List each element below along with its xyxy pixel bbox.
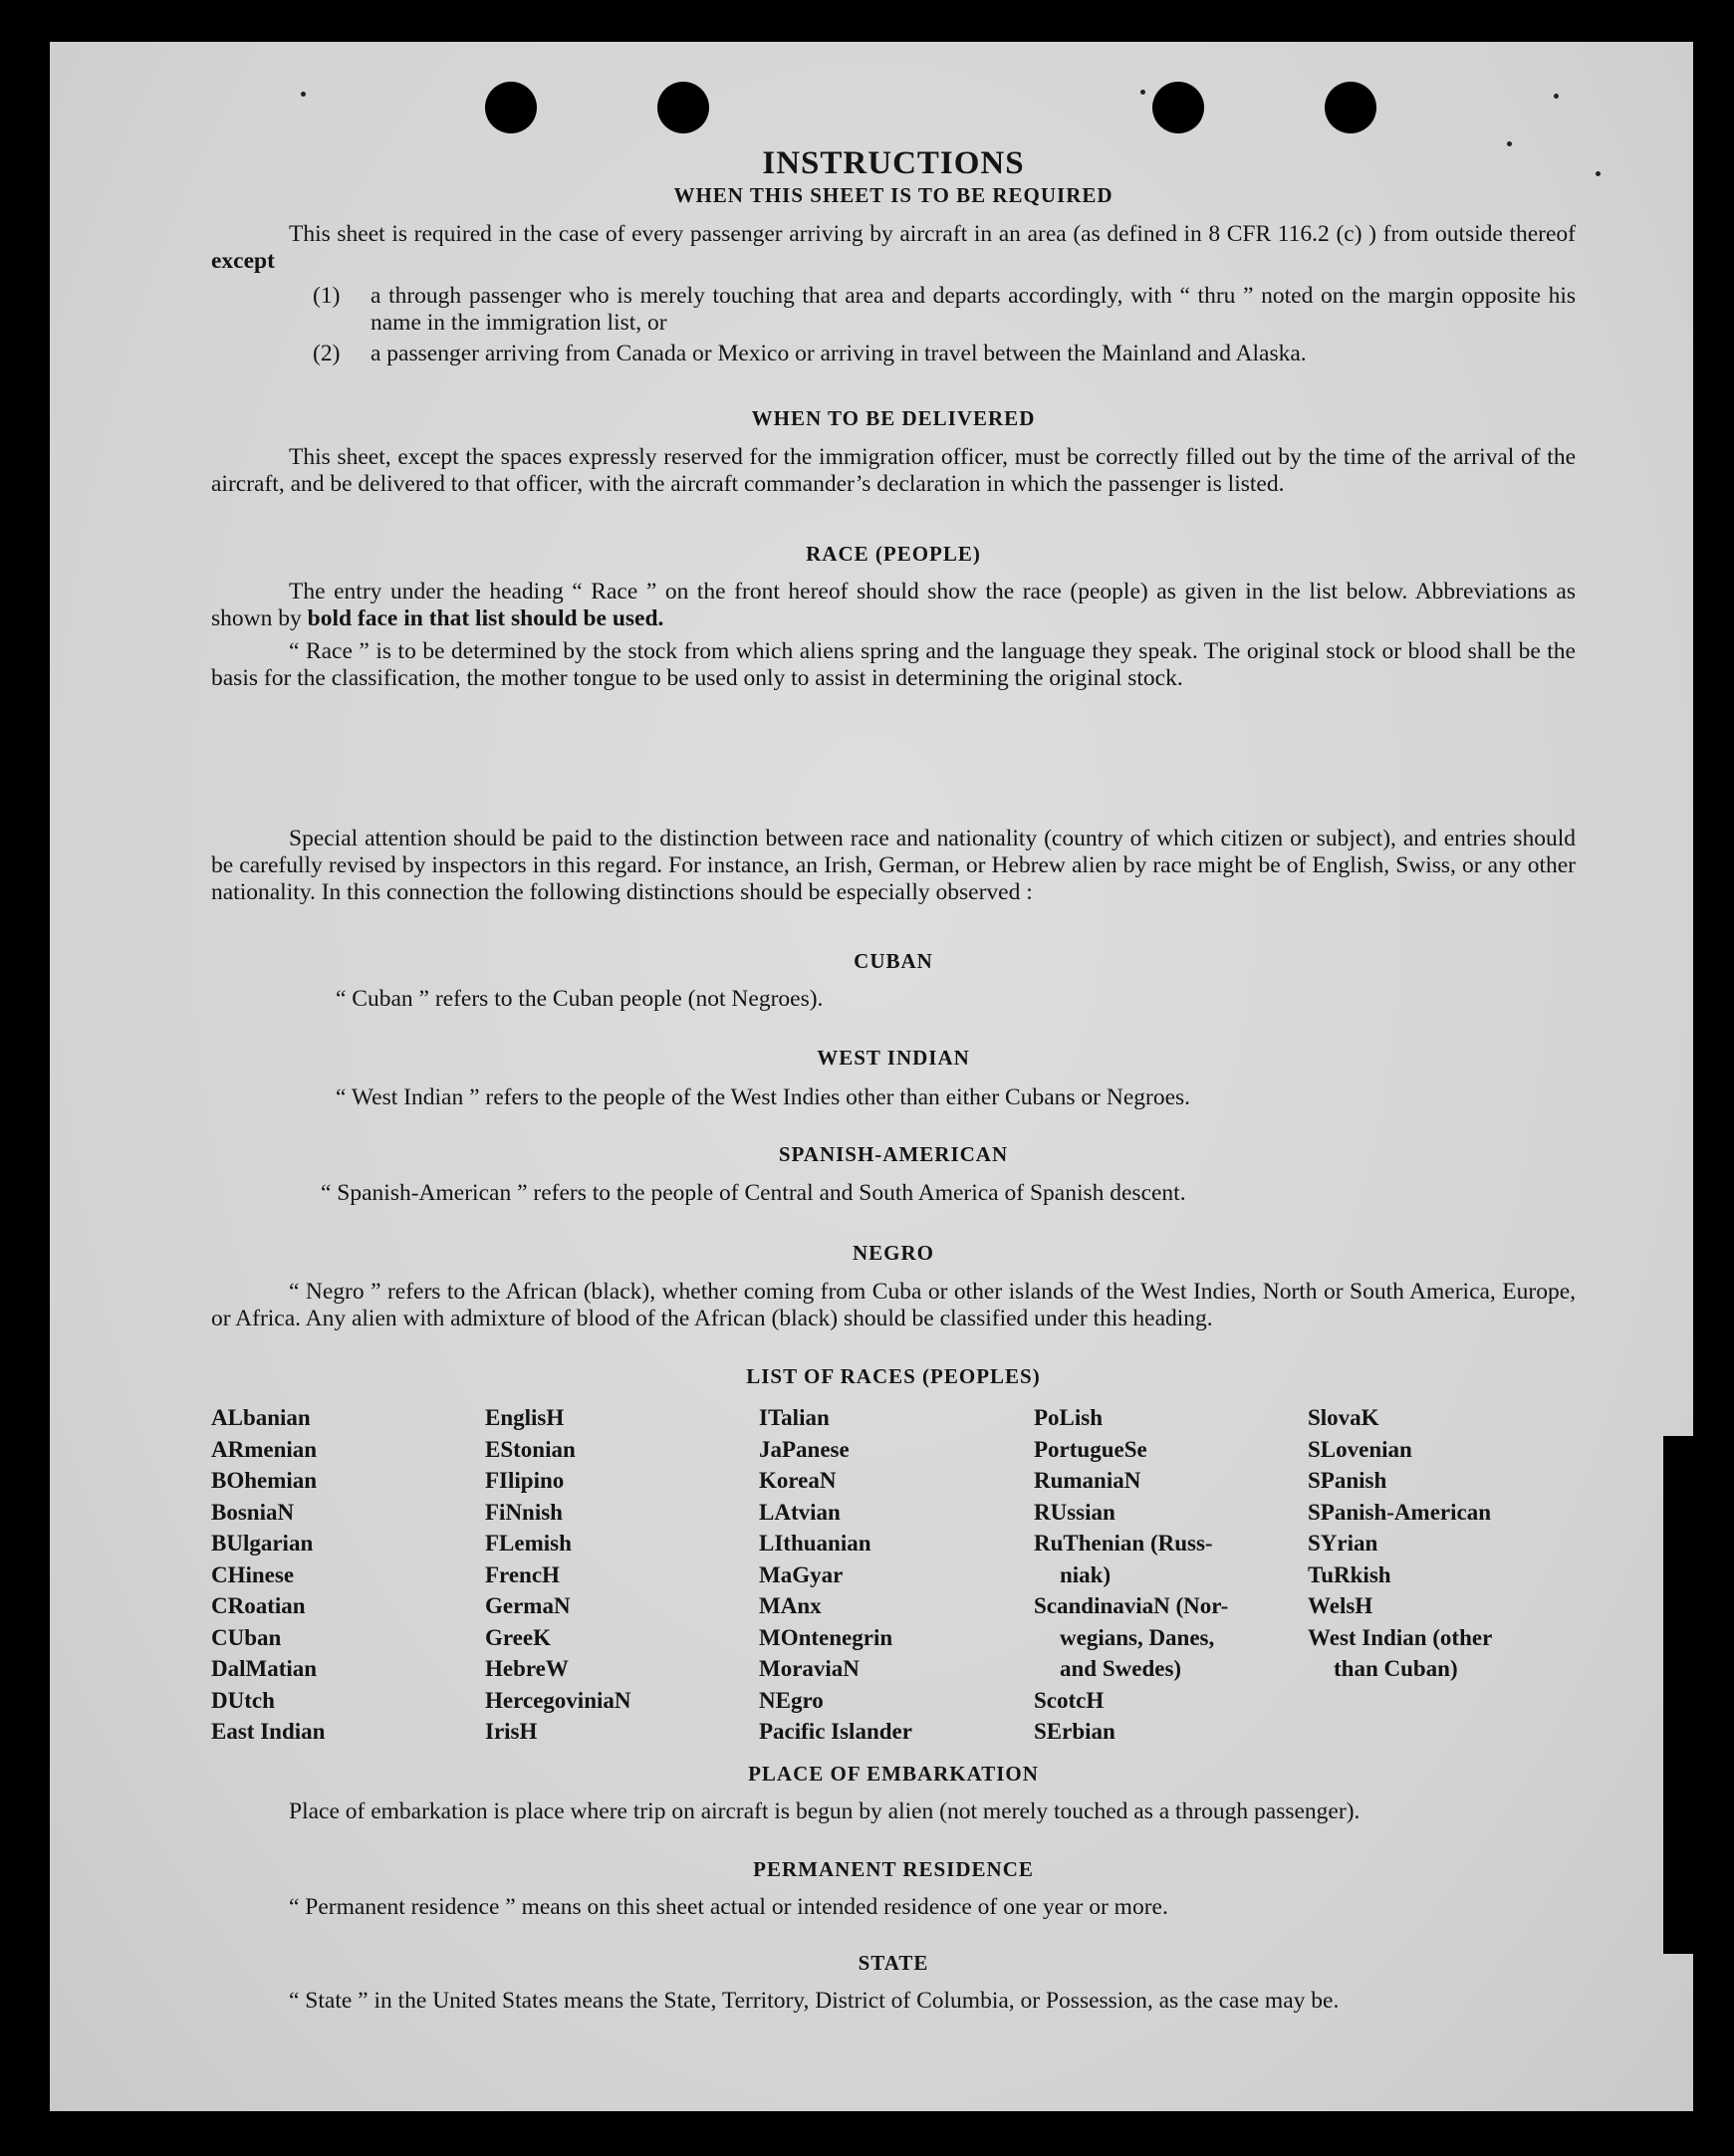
race-paragraph-3: Special attention should be paid to the distinction between race and nationality (country of which citizen or subject), and entries should be carefully revised by inspectors in this regard. For instance, an Irish, German, or Hebrew alien by race might be of English, Swiss, or any other nationality. In this connection the following distinctions should be especially observed : bbox=[211, 826, 1576, 905]
race-entry: KoreaN bbox=[759, 1468, 837, 1493]
race-entry: RuThenian (Russ- bbox=[1034, 1531, 1213, 1556]
race-entry: SPanish-American bbox=[1308, 1499, 1491, 1525]
races-column-4 bbox=[1034, 1402, 1228, 1748]
heading-embarkation: PLACE OF EMBARKATION bbox=[748, 1762, 1039, 1786]
race-paragraph-1: The entry under the heading “ Race ” on the front hereof should show the race (people) as given in the list below. Abbreviations as shown by bold face in that list should be used. bbox=[211, 579, 1576, 631]
races-column-1 bbox=[211, 1402, 325, 1748]
race-entry: GreeK bbox=[485, 1624, 551, 1650]
heading-cuban: CUBAN bbox=[854, 949, 933, 973]
race-entry: JaPanese bbox=[759, 1436, 850, 1462]
race-entry-continued: niak) bbox=[1060, 1561, 1112, 1587]
page-edge-shadow bbox=[1663, 1436, 1693, 1954]
race-entry: IrisH bbox=[485, 1719, 538, 1744]
dust-speck bbox=[1554, 94, 1559, 99]
race-entry: Pacific Islander bbox=[759, 1719, 912, 1744]
race-entry: FLemish bbox=[485, 1531, 572, 1556]
race-entry: ScotcH bbox=[1034, 1687, 1105, 1713]
race-entry: BUlgarian bbox=[211, 1531, 314, 1556]
race-entry: West Indian (other bbox=[1308, 1624, 1493, 1650]
state-text: “ State ” in the United States means the State, Territory, District of Columbia, or Possession, as the case may be. bbox=[289, 1988, 1340, 2014]
heading-race: RACE (PEOPLE) bbox=[806, 542, 981, 566]
negro-text: “ Negro ” refers to the African (black), whether coming from Cuba or other islands of the West Indies, North or South America, Europe, or Africa. Any alien with admixture of blood of the African (black) should be classified under this heading. bbox=[211, 1279, 1576, 1331]
races-column-5 bbox=[1308, 1402, 1492, 1685]
race-entry: MOntenegrin bbox=[759, 1624, 893, 1650]
race-entry: SLovenian bbox=[1308, 1436, 1412, 1462]
race-entry: ALbanian bbox=[211, 1405, 311, 1430]
west-indian-text: “ West Indian ” refers to the people of the West Indies other than either Cubans or Negroes. bbox=[336, 1084, 1191, 1110]
heading-list-of-races: LIST OF RACES (PEOPLES) bbox=[746, 1364, 1041, 1388]
page-title: INSTRUCTIONS bbox=[762, 145, 1025, 181]
race-entry: FIlipino bbox=[485, 1468, 565, 1493]
race-entry: CHinese bbox=[211, 1561, 295, 1587]
race-entry: ITalian bbox=[759, 1405, 830, 1430]
spanish-american-text: “ Spanish-American ” refers to the people of Central and South America of Spanish descent. bbox=[321, 1180, 1186, 1206]
race-entry: FiNnish bbox=[485, 1499, 563, 1525]
dust-speck bbox=[301, 92, 306, 97]
race-entry: ARmenian bbox=[211, 1436, 318, 1462]
race-entry: GermaN bbox=[485, 1593, 571, 1618]
race-entry: SlovaK bbox=[1308, 1405, 1379, 1430]
race-entry: PoLish bbox=[1034, 1405, 1104, 1430]
delivered-text: This sheet, except the spaces expressly reserved for the immigration officer, must be correctly filled out by the time of the arrival of the aircraft, and be delivered to that officer, with the aircraft commander’s declaration in which the passenger is listed. bbox=[211, 444, 1576, 497]
race-entry: MAnx bbox=[759, 1593, 822, 1618]
race-entry: East Indian bbox=[211, 1719, 326, 1744]
residence-text: “ Permanent residence ” means on this sheet actual or intended residence of one year or more. bbox=[289, 1894, 1168, 1920]
punch-hole bbox=[657, 82, 709, 133]
heading-state: STATE bbox=[858, 1951, 929, 1975]
punch-hole bbox=[485, 82, 537, 133]
race-entry: BosniaN bbox=[211, 1499, 295, 1525]
race-entry: CUban bbox=[211, 1624, 282, 1650]
race-entry: BOhemian bbox=[211, 1468, 318, 1493]
race-entry: DUtch bbox=[211, 1687, 275, 1713]
dust-speck bbox=[1596, 171, 1601, 176]
document-page bbox=[50, 42, 1693, 2111]
race-entry: TuRkish bbox=[1308, 1561, 1391, 1587]
race-entry: LAtvian bbox=[759, 1499, 841, 1525]
race-entry: PortugueSe bbox=[1034, 1436, 1147, 1462]
heading-west-indian: WEST INDIAN bbox=[817, 1046, 970, 1070]
races-column-2 bbox=[485, 1402, 631, 1748]
heading-delivered: WHEN TO BE DELIVERED bbox=[751, 406, 1036, 430]
race-entry: HebreW bbox=[485, 1656, 569, 1681]
race-entry: WelsH bbox=[1308, 1593, 1373, 1618]
punch-hole bbox=[1152, 82, 1204, 133]
required-item-1: (1) a through passenger who is merely touching that area and departs accordingly, with “ thru ” noted on the margin opposite his name in the immigration list, or bbox=[313, 283, 1576, 336]
race-entry-continued: wegians, Danes, bbox=[1060, 1624, 1215, 1650]
race-entry: DalMatian bbox=[211, 1656, 318, 1681]
race-paragraph-2: “ Race ” is to be determined by the stock from which aliens spring and the language they speak. The original stock or blood shall be the basis for the classification, the mother tongue to be used only to assist in determining the original stock. bbox=[211, 638, 1576, 691]
races-column-3 bbox=[759, 1402, 912, 1748]
heading-required: WHEN THIS SHEET IS TO BE REQUIRED bbox=[673, 183, 1114, 207]
race-entry: ScandinaviaN (Nor- bbox=[1034, 1593, 1229, 1618]
race-entry: SYrian bbox=[1308, 1531, 1378, 1556]
race-entry-continued: and Swedes) bbox=[1060, 1656, 1182, 1681]
race-entry: EnglisH bbox=[485, 1405, 565, 1430]
race-entry-continued: than Cuban) bbox=[1334, 1656, 1458, 1681]
heading-negro: NEGRO bbox=[852, 1241, 934, 1265]
race-entry: SPanish bbox=[1308, 1468, 1387, 1493]
race-entry: LIthuanian bbox=[759, 1531, 871, 1556]
heading-permanent-residence: PERMANENT RESIDENCE bbox=[753, 1857, 1034, 1881]
required-item-2: (2) a passenger arriving from Canada or Mexico or arriving in travel between the Mainland and Alaska. bbox=[313, 341, 1307, 366]
race-entry: HercegoviniaN bbox=[485, 1687, 631, 1713]
punch-hole bbox=[1325, 82, 1376, 133]
race-entry: SErbian bbox=[1034, 1719, 1115, 1744]
required-intro: This sheet is required in the case of every passenger arriving by aircraft in an area (as defined in 8 CFR 116.2 (c) ) from outside thereof except bbox=[211, 221, 1576, 274]
race-entry: MaGyar bbox=[759, 1561, 844, 1587]
race-entry: MoraviaN bbox=[759, 1656, 860, 1681]
race-entry: EStonian bbox=[485, 1436, 576, 1462]
race-entry: FrencH bbox=[485, 1561, 560, 1587]
dust-speck bbox=[1140, 90, 1145, 95]
race-entry: NEgro bbox=[759, 1687, 824, 1713]
heading-spanish-american: SPANISH-AMERICAN bbox=[778, 1142, 1009, 1166]
race-entry: CRoatian bbox=[211, 1593, 306, 1618]
race-entry: RUssian bbox=[1034, 1499, 1115, 1525]
embarkation-text: Place of embarkation is place where trip on aircraft is begun by alien (not merely touched as a through passenger). bbox=[289, 1798, 1361, 1824]
race-entry: RumaniaN bbox=[1034, 1468, 1141, 1493]
cuban-text: “ Cuban ” refers to the Cuban people (not Negroes). bbox=[336, 986, 824, 1012]
